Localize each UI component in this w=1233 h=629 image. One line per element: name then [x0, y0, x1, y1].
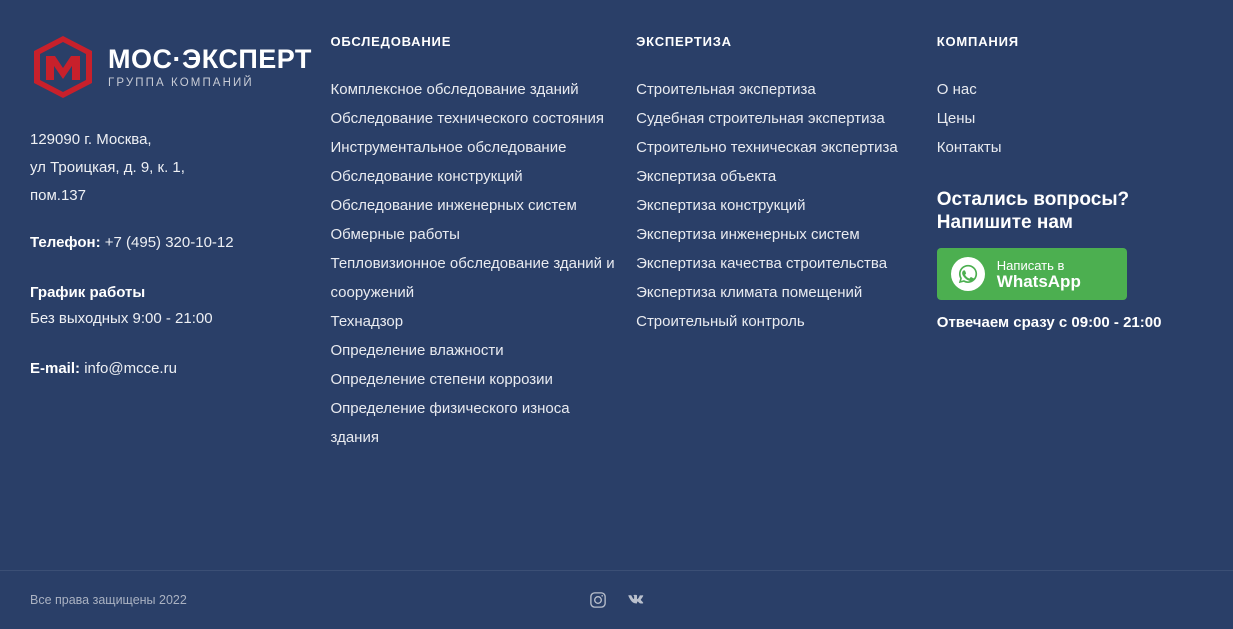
footer-link[interactable]: Обмерные работы — [330, 226, 460, 243]
footer-link[interactable]: Комплексное обследование зданий — [330, 81, 579, 98]
list-item — [636, 133, 917, 162]
link-list-ekspertiza — [636, 75, 917, 336]
footer-link[interactable]: Тепловизионное обследование зданий и сооружений — [330, 255, 615, 301]
cta-title-line1: Остались вопросы? — [936, 189, 1130, 210]
footer-link[interactable]: Экспертиза объекта — [636, 168, 777, 185]
vk-icon[interactable] — [625, 591, 645, 609]
phone-block — [30, 230, 321, 256]
footer-link[interactable]: Строительная экспертиза — [636, 81, 816, 98]
cta-title — [937, 188, 1183, 234]
footer-column-kompaniya — [937, 34, 1203, 452]
cta-title-line2: Напишите нам — [936, 212, 1073, 233]
logo-subtitle: ГРУППА КОМПАНИЙ — [108, 77, 254, 90]
whatsapp-icon — [951, 257, 985, 291]
list-item — [331, 220, 617, 249]
list-item — [331, 336, 617, 365]
footer-column-ekspertiza — [636, 34, 937, 452]
footer-link[interactable]: Цены — [936, 110, 976, 127]
footer-link[interactable]: Технадзор — [330, 313, 404, 330]
column-heading-obsledovanie: ОБСЛЕДОВАНИЕ — [330, 34, 452, 49]
footer-link[interactable]: Обследование технического состояния — [330, 110, 605, 127]
list-item — [636, 75, 917, 104]
address-block — [30, 126, 321, 210]
list-item — [331, 133, 617, 162]
shield-m-logo-icon — [30, 34, 96, 100]
footer-link[interactable]: Экспертиза инженерных систем — [636, 226, 860, 243]
schedule-block — [30, 280, 321, 332]
footer-link[interactable]: Судебная строительная экспертиза — [636, 110, 885, 127]
list-item — [937, 133, 1183, 162]
list-item — [331, 162, 617, 191]
column-heading-ekspertiza: ЭКСПЕРТИЗА — [636, 34, 732, 49]
list-item — [636, 162, 917, 191]
email-value[interactable]: info@mcce.ru — [84, 360, 177, 377]
footer-link[interactable]: Инструментальное обследование — [330, 139, 567, 156]
list-item — [331, 104, 617, 133]
social-links — [589, 591, 645, 609]
list-item — [636, 104, 917, 133]
list-item — [636, 307, 917, 336]
address-line-1: 129090 г. Москва, — [30, 131, 152, 148]
footer-link[interactable]: Строительно техническая экспертиза — [636, 139, 898, 156]
list-item — [331, 249, 617, 307]
phone-value[interactable]: +7 (495) 320-10-12 — [104, 234, 234, 251]
footer-link[interactable]: О нас — [936, 81, 977, 98]
link-list-kompaniya — [937, 75, 1183, 162]
list-item — [636, 191, 917, 220]
list-item — [636, 249, 917, 278]
footer-link[interactable]: Экспертиза качества строительства — [636, 255, 888, 272]
logo-title: МОС·ЭКСПЕРТ — [108, 44, 312, 75]
list-item — [331, 191, 617, 220]
whatsapp-button-line2: WhatsApp — [996, 272, 1081, 291]
footer-link[interactable]: Определение физического износа здания — [330, 400, 570, 446]
footer-logo[interactable] — [30, 34, 321, 100]
list-item — [331, 307, 617, 336]
address-line-3: пом.137 — [30, 187, 86, 204]
list-item — [636, 278, 917, 307]
email-label: E-mail: — [30, 360, 81, 377]
address-line-2: ул Троицкая, д. 9, к. 1, — [30, 159, 185, 176]
footer-link[interactable]: Обследование конструкций — [330, 168, 523, 185]
copyright-text: Все права защищены 2022 — [30, 593, 187, 607]
footer-link[interactable]: Определение влажности — [330, 342, 504, 359]
footer-bottom-bar — [0, 570, 1233, 629]
email-block — [30, 356, 321, 382]
whatsapp-button-line1: Написать в — [996, 258, 1065, 273]
phone-label: Телефон: — [30, 234, 101, 251]
column-heading-kompaniya: КОМПАНИЯ — [936, 34, 1019, 49]
footer-column-obsledovanie — [331, 34, 637, 452]
list-item — [331, 75, 617, 104]
link-list-obsledovanie — [331, 75, 617, 452]
footer-link[interactable]: Экспертиза конструкций — [636, 197, 806, 214]
footer-link[interactable]: Определение степени коррозии — [330, 371, 553, 388]
footer-link[interactable]: Экспертиза климата помещений — [636, 284, 863, 301]
whatsapp-button[interactable] — [937, 248, 1127, 300]
answer-note: Отвечаем сразу с 09:00 - 21:00 — [936, 314, 1162, 331]
list-item — [937, 104, 1183, 133]
footer-contacts-column — [30, 34, 331, 452]
list-item — [636, 220, 917, 249]
schedule-value: Без выходных 9:00 - 21:00 — [30, 310, 213, 327]
footer-link[interactable]: Строительный контроль — [636, 313, 805, 330]
list-item — [331, 394, 617, 452]
footer-link[interactable]: Контакты — [936, 139, 1002, 156]
footer-link[interactable]: Обследование инженерных систем — [330, 197, 577, 214]
instagram-icon[interactable] — [589, 591, 607, 609]
whatsapp-button-label — [997, 258, 1081, 290]
list-item — [937, 75, 1183, 104]
schedule-label: График работы — [30, 284, 146, 301]
list-item — [331, 365, 617, 394]
